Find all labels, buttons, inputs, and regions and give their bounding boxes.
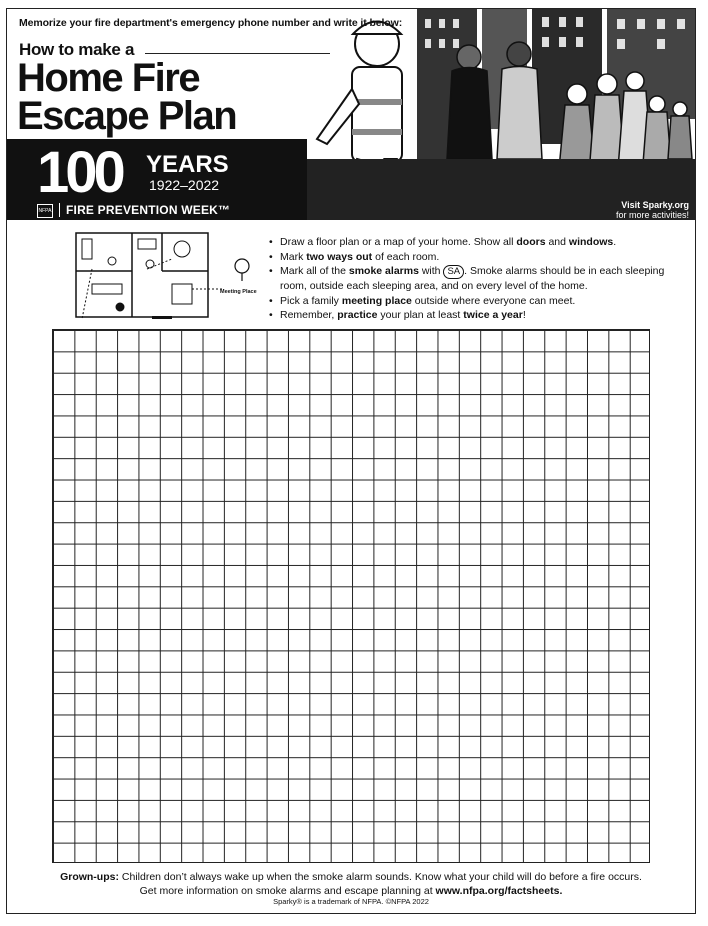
- page-title: [17, 56, 287, 138]
- nfpa-logo: NFPA: [37, 204, 53, 218]
- trademark-note: Sparky® is a trademark of NFPA. ©NFPA 2022: [273, 897, 429, 906]
- instruction-item: • Draw a floor plan or a map of your home. Show all doors and windows.: [268, 235, 688, 250]
- instruction-item: • Mark two ways out of each room.: [268, 250, 688, 265]
- sample-floor-plan: [72, 229, 262, 321]
- footer-line-2: Get more information on smoke alarms and escape planning at www.nfpa.org/factsheets.: [139, 885, 563, 897]
- header: [7, 9, 695, 220]
- instruction-list: [268, 235, 688, 323]
- factsheets-link[interactable]: www.nfpa.org/factsheets: [435, 885, 560, 897]
- footer-line-1: Grown-ups: Children don’t always wake up when the smoke alarm sounds. Know what your child will do before a fire occurs.: [60, 871, 642, 883]
- instruction-item: • Remember, practice your plan at least twice a year!: [268, 308, 688, 323]
- drawing-grid[interactable]: [52, 329, 650, 863]
- instruction-item: • Pick a family meeting place outside where everyone can meet.: [268, 294, 688, 309]
- how-to-text: How to make a: [19, 40, 135, 59]
- hundred-years-number: 100: [37, 140, 122, 205]
- visit-line-2: for more activities!: [615, 210, 689, 220]
- phone-number-line[interactable]: [145, 53, 330, 54]
- memorize-instruction: Memorize your fire department's emergency phone number and write it below:: [19, 17, 403, 29]
- instruction-item: • Mark all of the smoke alarms with SA . Smoke alarms should be in each sleeping room, outside each sleeping area, and on every level of the home.: [268, 264, 688, 294]
- footer-note: [7, 870, 695, 898]
- title-line-1: Home Fire: [17, 56, 200, 100]
- meeting-place-label: Meeting Place: [220, 289, 257, 295]
- years-label: YEARS: [146, 151, 229, 178]
- visit-line-1: Visit Sparky.org: [621, 200, 689, 210]
- smoke-alarm-symbol: SA: [443, 265, 464, 279]
- visit-sparky-note: [616, 200, 689, 220]
- years-range: 1922–2022: [149, 177, 220, 193]
- title-line-2: Escape Plan: [17, 94, 237, 138]
- fire-prevention-week-label: FIRE PREVENTION WEEK™: [59, 203, 230, 217]
